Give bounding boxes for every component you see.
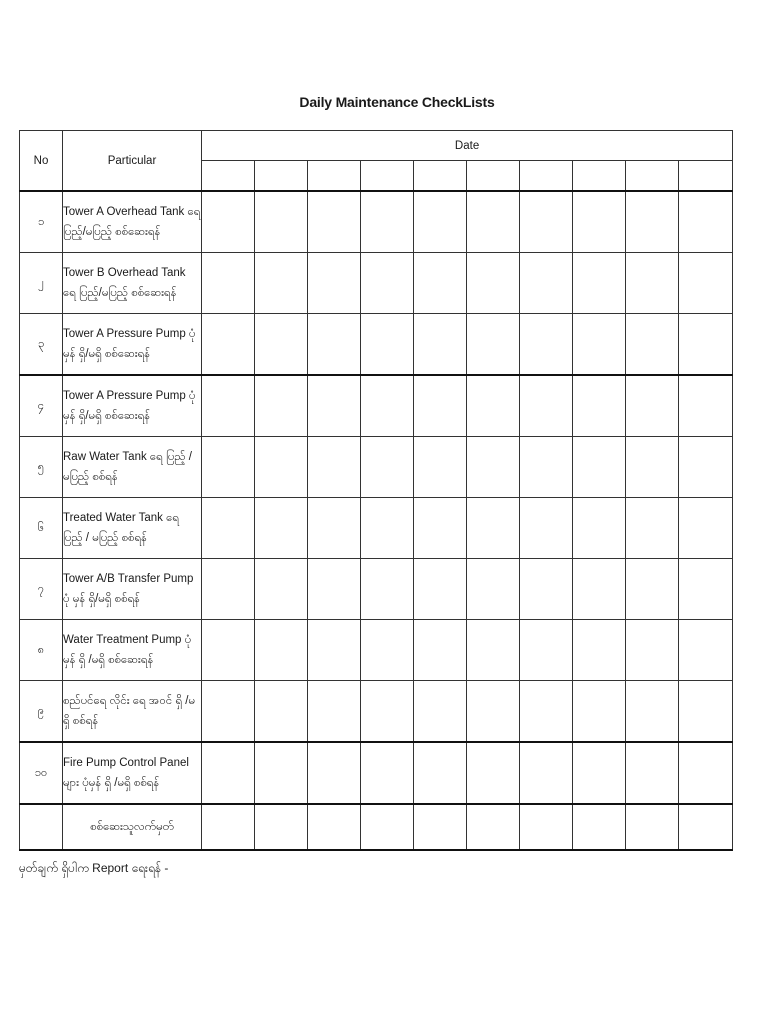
particular-text: Water Treatment Pump ပုံမှန် ရှိ /မရှိ စစ်ဆေးရန်: [63, 620, 202, 681]
check-cell[interactable]: [573, 681, 626, 743]
check-cell[interactable]: [573, 375, 626, 437]
check-cell[interactable]: [202, 498, 255, 559]
check-cell[interactable]: [361, 498, 414, 559]
date-cell[interactable]: [202, 161, 255, 192]
check-cell[interactable]: [202, 253, 255, 314]
date-cell[interactable]: [520, 161, 573, 192]
check-cell[interactable]: [308, 253, 361, 314]
signature-label: စစ်ဆေးသူလက်မှတ်: [63, 804, 202, 850]
signature-cell[interactable]: [520, 804, 573, 850]
page-title: Daily Maintenance CheckLists: [299, 94, 495, 110]
check-cell[interactable]: [626, 314, 679, 376]
check-cell[interactable]: [414, 620, 467, 681]
check-cell[interactable]: [202, 620, 255, 681]
check-cell[interactable]: [520, 191, 573, 253]
remarks-note: မှတ်ချက် ရှိပါက Report ရေးရန် -: [19, 861, 169, 875]
checklist-row: [20, 314, 733, 376]
row-number: ၆: [20, 498, 63, 559]
check-cell[interactable]: [520, 559, 573, 620]
header-date: Date: [202, 131, 733, 161]
date-cell[interactable]: [679, 161, 733, 192]
header-no: No: [20, 131, 63, 192]
check-cell[interactable]: [679, 681, 733, 743]
check-cell[interactable]: [255, 742, 308, 804]
check-cell[interactable]: [467, 437, 520, 498]
check-cell[interactable]: [679, 375, 733, 437]
check-cell[interactable]: [573, 314, 626, 376]
row-number: ၉: [20, 681, 63, 743]
check-cell[interactable]: [467, 498, 520, 559]
check-cell[interactable]: [255, 314, 308, 376]
checklist-row: [20, 375, 733, 437]
check-cell[interactable]: [573, 498, 626, 559]
check-cell[interactable]: [679, 620, 733, 681]
check-cell[interactable]: [308, 559, 361, 620]
check-cell[interactable]: [626, 253, 679, 314]
check-cell[interactable]: [414, 437, 467, 498]
check-cell[interactable]: [626, 375, 679, 437]
check-cell[interactable]: [202, 559, 255, 620]
particular-text: Tower A Pressure Pump ပုံမှန် ရှိ/မရှိ စစ်ဆေးရန်: [63, 375, 202, 437]
checklist-row: [20, 620, 733, 681]
check-cell[interactable]: [255, 681, 308, 743]
check-cell[interactable]: [679, 742, 733, 804]
date-cell[interactable]: [467, 161, 520, 192]
particular-text: စည်ပင်ရေ လိုင်း ရေ အဝင် ရှိ /မရှိ စစ်ရန်: [63, 681, 202, 743]
check-cell[interactable]: [679, 253, 733, 314]
check-cell[interactable]: [308, 437, 361, 498]
row-number: ၈: [20, 620, 63, 681]
check-cell[interactable]: [626, 559, 679, 620]
check-cell[interactable]: [679, 191, 733, 253]
date-cell[interactable]: [308, 161, 361, 192]
check-cell[interactable]: [573, 559, 626, 620]
check-cell[interactable]: [573, 191, 626, 253]
particular-text: Tower A Overhead Tank ရေ ပြည့်/မပြည့် စစ်ဆေးရန်: [63, 191, 202, 253]
signature-cell[interactable]: [679, 804, 733, 850]
check-cell[interactable]: [467, 314, 520, 376]
check-cell[interactable]: [202, 314, 255, 376]
check-cell[interactable]: [626, 620, 679, 681]
particular-text: Fire Pump Control Panel များ ပုံမှန် ရှိ /မရှိ စစ်ရန်: [63, 742, 202, 804]
check-cell[interactable]: [361, 620, 414, 681]
date-cell[interactable]: [573, 161, 626, 192]
checklist-row: [20, 559, 733, 620]
check-cell[interactable]: [361, 437, 414, 498]
header-particular: Particular: [63, 131, 202, 192]
signature-cell[interactable]: [202, 804, 255, 850]
check-cell[interactable]: [626, 681, 679, 743]
check-cell[interactable]: [679, 314, 733, 376]
check-cell[interactable]: [573, 742, 626, 804]
check-cell[interactable]: [414, 375, 467, 437]
check-cell[interactable]: [467, 375, 520, 437]
check-cell[interactable]: [255, 253, 308, 314]
check-cell[interactable]: [308, 191, 361, 253]
signature-cell[interactable]: [626, 804, 679, 850]
particular-text: Tower B Overhead Tank ရေ ပြည့်/မပြည့် စစ်ဆေးရန်: [63, 253, 202, 314]
check-cell[interactable]: [414, 314, 467, 376]
check-cell[interactable]: [467, 681, 520, 743]
check-cell[interactable]: [414, 191, 467, 253]
row-number: ၂: [20, 253, 63, 314]
row-number: ၄: [20, 375, 63, 437]
check-cell[interactable]: [626, 742, 679, 804]
signature-row: [20, 804, 733, 850]
check-cell[interactable]: [520, 314, 573, 376]
check-cell[interactable]: [202, 681, 255, 743]
check-cell[interactable]: [414, 559, 467, 620]
checklist-row: [20, 191, 733, 253]
check-cell[interactable]: [520, 498, 573, 559]
check-cell[interactable]: [361, 742, 414, 804]
check-cell[interactable]: [361, 253, 414, 314]
check-cell[interactable]: [361, 559, 414, 620]
particular-text: Raw Water Tank ရေ ပြည့် / မပြည့် စစ်ရန်: [63, 437, 202, 498]
check-cell[interactable]: [467, 191, 520, 253]
check-cell[interactable]: [414, 681, 467, 743]
check-cell[interactable]: [308, 742, 361, 804]
check-cell[interactable]: [255, 559, 308, 620]
maintenance-checklist-table: [19, 130, 733, 851]
row-number: ၇: [20, 559, 63, 620]
check-cell[interactable]: [520, 681, 573, 743]
check-cell[interactable]: [361, 314, 414, 376]
check-cell[interactable]: [255, 498, 308, 559]
check-cell[interactable]: [414, 498, 467, 559]
check-cell[interactable]: [308, 314, 361, 376]
signature-cell[interactable]: [467, 804, 520, 850]
checklist-row: [20, 253, 733, 314]
check-cell[interactable]: [414, 253, 467, 314]
check-cell[interactable]: [361, 681, 414, 743]
check-cell[interactable]: [573, 253, 626, 314]
date-cell[interactable]: [361, 161, 414, 192]
check-cell[interactable]: [202, 191, 255, 253]
check-cell[interactable]: [361, 191, 414, 253]
check-cell[interactable]: [255, 191, 308, 253]
date-cell[interactable]: [414, 161, 467, 192]
check-cell[interactable]: [255, 437, 308, 498]
check-cell[interactable]: [308, 681, 361, 743]
date-cell[interactable]: [255, 161, 308, 192]
signature-cell[interactable]: [308, 804, 361, 850]
check-cell[interactable]: [573, 437, 626, 498]
check-cell[interactable]: [255, 620, 308, 681]
checklist-row: [20, 681, 733, 743]
check-cell[interactable]: [202, 375, 255, 437]
check-cell[interactable]: [467, 253, 520, 314]
checklist-row: [20, 498, 733, 559]
header-row: [20, 131, 733, 161]
check-cell[interactable]: [679, 437, 733, 498]
check-cell[interactable]: [573, 620, 626, 681]
check-cell[interactable]: [255, 375, 308, 437]
check-cell[interactable]: [520, 742, 573, 804]
check-cell[interactable]: [308, 620, 361, 681]
check-cell[interactable]: [679, 498, 733, 559]
row-number: ၁၀: [20, 742, 63, 804]
signature-cell[interactable]: [361, 804, 414, 850]
particular-text: Tower A Pressure Pump ပုံမှန် ရှိ/မရှိ စစ်ဆေးရန်: [63, 314, 202, 376]
check-cell[interactable]: [467, 742, 520, 804]
check-cell[interactable]: [626, 191, 679, 253]
check-cell[interactable]: [361, 375, 414, 437]
check-cell[interactable]: [308, 375, 361, 437]
signature-cell[interactable]: [255, 804, 308, 850]
check-cell[interactable]: [467, 620, 520, 681]
check-cell[interactable]: [308, 498, 361, 559]
particular-text: Tower A/B Transfer Pump ပုံ မှန် ရှိ/မရှိ စစ်ရန်: [63, 559, 202, 620]
check-cell[interactable]: [679, 559, 733, 620]
checklist-row: [20, 742, 733, 804]
check-cell[interactable]: [202, 742, 255, 804]
checklist-row: [20, 437, 733, 498]
signature-no-cell: [20, 804, 63, 850]
check-cell[interactable]: [414, 742, 467, 804]
check-cell[interactable]: [626, 498, 679, 559]
check-cell[interactable]: [626, 437, 679, 498]
row-number: ၃: [20, 314, 63, 376]
check-cell[interactable]: [520, 253, 573, 314]
signature-cell[interactable]: [573, 804, 626, 850]
check-cell[interactable]: [520, 437, 573, 498]
row-number: ၁: [20, 191, 63, 253]
check-cell[interactable]: [520, 620, 573, 681]
date-cell[interactable]: [626, 161, 679, 192]
particular-text: Treated Water Tank ရေ ပြည့် / မပြည့် စစ်ရန်: [63, 498, 202, 559]
check-cell[interactable]: [520, 375, 573, 437]
check-cell[interactable]: [202, 437, 255, 498]
signature-cell[interactable]: [414, 804, 467, 850]
check-cell[interactable]: [467, 559, 520, 620]
row-number: ၅: [20, 437, 63, 498]
